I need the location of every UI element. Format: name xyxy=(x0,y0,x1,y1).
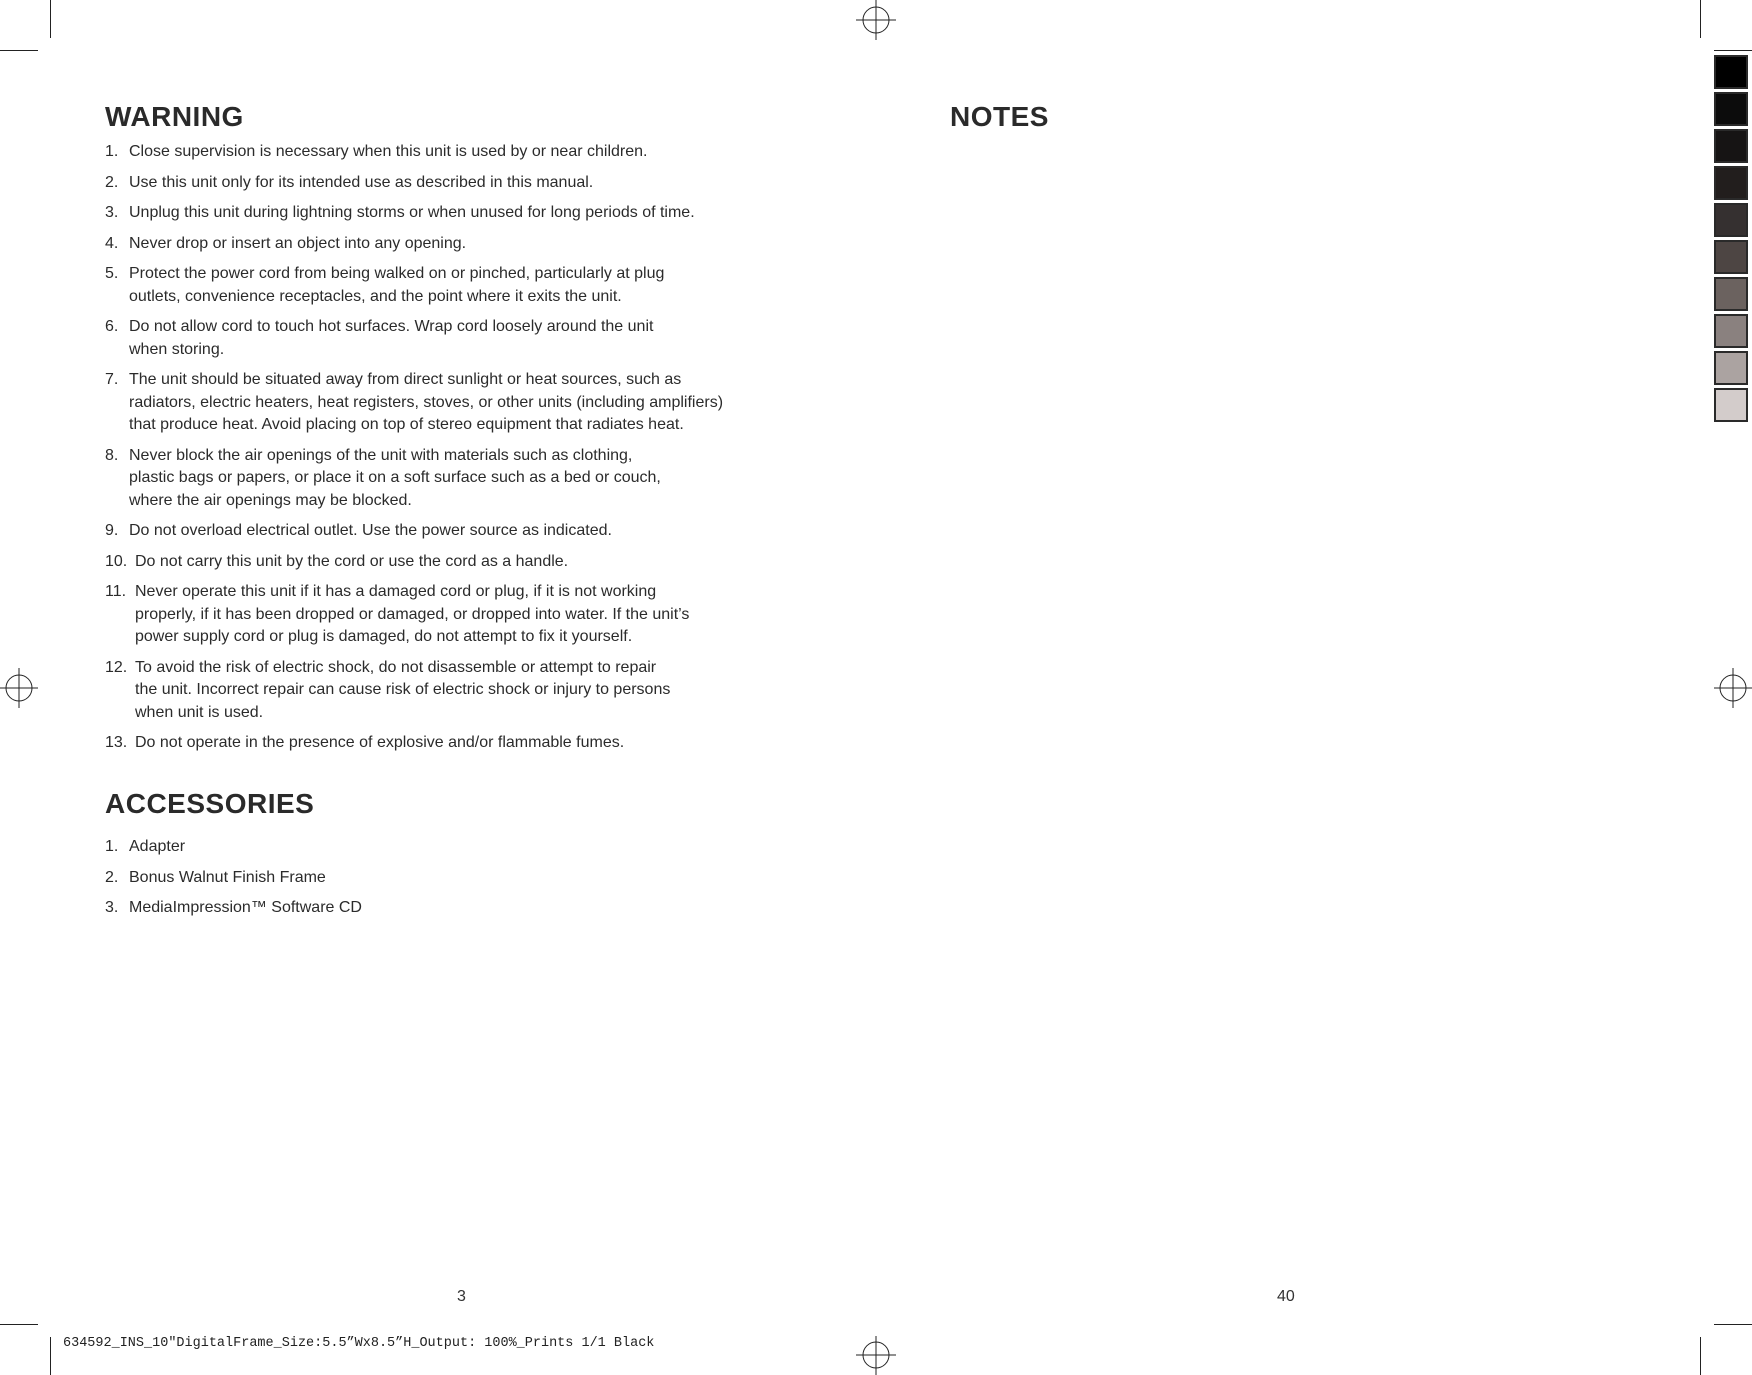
list-item-text xyxy=(135,732,785,755)
registration-mark-icon xyxy=(856,0,896,40)
accessories-heading: ACCESSORIES xyxy=(105,788,315,819)
list-item-line: outlets, convenience receptacles, and the point where it exits the unit. xyxy=(129,287,622,305)
list-item-number: 7. xyxy=(105,371,119,388)
list-item-line: Adapter xyxy=(129,838,186,855)
list-item-line: Do not overload electrical outlet. Use the power source as indicated. xyxy=(129,522,612,539)
list-item-number: 9. xyxy=(105,522,119,539)
list-item-number: 2. xyxy=(105,868,119,886)
list-item-line: Protect the power cord from being walked on or pinched, particularly at plug xyxy=(129,265,665,282)
color-swatch xyxy=(1714,351,1748,385)
list-item-number: 10. xyxy=(105,552,128,570)
list-item-line: Do not allow cord to touch hot surfaces. Wrap cord loosely around the unit xyxy=(129,318,654,335)
list-item-text xyxy=(129,263,785,308)
list-item xyxy=(105,141,785,164)
list-item-line: plastic bags or papers, or place it on a soft surface such as a bed or couch, xyxy=(129,469,661,486)
list-item-line: MediaImpression™ Software CD xyxy=(129,899,362,916)
list-item-line: Close supervision is necessary when this unit is used by or near children. xyxy=(129,143,648,160)
list-item-line: radiators, electric heaters, heat registers, stoves, or other units (including amplifiers) xyxy=(129,393,724,411)
list-item xyxy=(105,657,785,725)
registration-mark-icon xyxy=(1712,668,1752,708)
accessories-list xyxy=(105,836,785,928)
list-item-number: 6. xyxy=(105,318,119,335)
crop-mark xyxy=(50,0,51,38)
list-item-number: 2. xyxy=(105,173,119,191)
list-item-line: Never block the air openings of the unit with materials such as clothing, xyxy=(129,446,633,464)
crop-mark xyxy=(1714,50,1752,51)
list-item-line: Bonus Walnut Finish Frame xyxy=(129,868,326,886)
list-item-line: when unit is used. xyxy=(135,703,264,721)
list-item-text xyxy=(129,202,785,225)
list-item xyxy=(105,233,785,256)
page-number-left: 3 xyxy=(457,1288,466,1305)
color-swatch xyxy=(1714,277,1748,311)
list-item xyxy=(105,867,785,890)
crop-mark xyxy=(0,1324,38,1325)
list-item-text xyxy=(129,141,785,164)
registration-mark-icon xyxy=(0,668,40,708)
color-swatch xyxy=(1714,203,1748,237)
list-item-number: 1. xyxy=(105,838,119,855)
list-item-text xyxy=(129,445,785,513)
crop-mark xyxy=(0,50,38,51)
list-item xyxy=(105,172,785,195)
warning-list xyxy=(105,141,785,763)
list-item xyxy=(105,445,785,513)
color-swatch xyxy=(1714,314,1748,348)
color-swatch xyxy=(1714,240,1748,274)
crop-mark xyxy=(50,1337,51,1375)
list-item xyxy=(105,836,785,859)
list-item-text xyxy=(129,836,785,859)
list-item-text xyxy=(129,867,785,890)
list-item-line: when storing. xyxy=(129,340,225,358)
list-item xyxy=(105,897,785,920)
list-item xyxy=(105,581,785,649)
list-item-line: Never operate this unit if it has a damaged cord or plug, if it is not working xyxy=(135,583,657,600)
crop-mark xyxy=(1700,0,1701,38)
list-item-line: properly, if it has been dropped or damaged, or dropped into water. If the unit’s xyxy=(135,605,690,623)
list-item-text xyxy=(129,369,785,437)
list-item-line: Unplug this unit during lightning storms or when unused for long periods of time. xyxy=(129,204,695,221)
list-item-line: Use this unit only for its intended use as described in this manual. xyxy=(129,173,594,191)
list-item-number: 8. xyxy=(105,446,119,464)
list-item xyxy=(105,732,785,755)
list-item-number: 4. xyxy=(105,234,119,252)
color-swatch xyxy=(1714,92,1748,126)
crop-mark xyxy=(1700,1337,1701,1375)
list-item-line: where the air openings may be blocked. xyxy=(129,491,412,509)
crop-mark xyxy=(1714,1324,1752,1325)
list-item-text xyxy=(135,581,785,649)
list-item-text xyxy=(129,233,785,256)
list-item-line: Do not carry this unit by the cord or use the cord as a handle. xyxy=(135,552,569,570)
list-item-line: Do not operate in the presence of explosive and/or flammable fumes. xyxy=(135,734,625,751)
slug-line: 634592_INS_10"DigitalFrame_Size:5.5”Wx8.5”H_Output: 100%_Prints 1/1 Black xyxy=(63,1336,655,1351)
list-item-text xyxy=(135,551,785,574)
list-item xyxy=(105,263,785,308)
list-item-line: power supply cord or plug is damaged, do not attempt to fix it yourself. xyxy=(135,628,633,645)
list-item-text xyxy=(129,172,785,195)
list-item-number: 12. xyxy=(105,658,128,676)
registration-mark-icon xyxy=(856,1336,896,1375)
list-item-number: 3. xyxy=(105,899,119,916)
page-number-right: 40 xyxy=(1277,1288,1295,1305)
list-item-text xyxy=(129,897,785,920)
list-item xyxy=(105,369,785,437)
list-item-line: the unit. Incorrect repair can cause risk of electric shock or injury to persons xyxy=(135,681,671,698)
list-item xyxy=(105,202,785,225)
color-swatch xyxy=(1714,388,1748,422)
color-swatch xyxy=(1714,129,1748,163)
list-item xyxy=(105,316,785,361)
warning-heading: WARNING xyxy=(105,101,244,132)
list-item-text xyxy=(129,316,785,361)
list-item-number: 5. xyxy=(105,265,119,282)
list-item xyxy=(105,520,785,543)
list-item-line: The unit should be situated away from direct sunlight or heat sources, such as xyxy=(129,371,682,388)
list-item xyxy=(105,551,785,574)
color-swatch xyxy=(1714,166,1748,200)
list-item-text xyxy=(135,657,785,725)
list-item-number: 1. xyxy=(105,143,119,160)
notes-heading: NOTES xyxy=(950,101,1049,132)
list-item-number: 3. xyxy=(105,204,119,221)
list-item-number: 11. xyxy=(105,583,127,600)
list-item-line: that produce heat. Avoid placing on top of stereo equipment that radiates heat. xyxy=(129,416,684,433)
list-item-number: 13. xyxy=(105,734,128,751)
list-item-line: Never drop or insert an object into any opening. xyxy=(129,234,467,252)
color-swatch xyxy=(1714,55,1748,89)
list-item-text xyxy=(129,520,785,543)
list-item-line: To avoid the risk of electric shock, do not disassemble or attempt to repair xyxy=(135,658,657,676)
